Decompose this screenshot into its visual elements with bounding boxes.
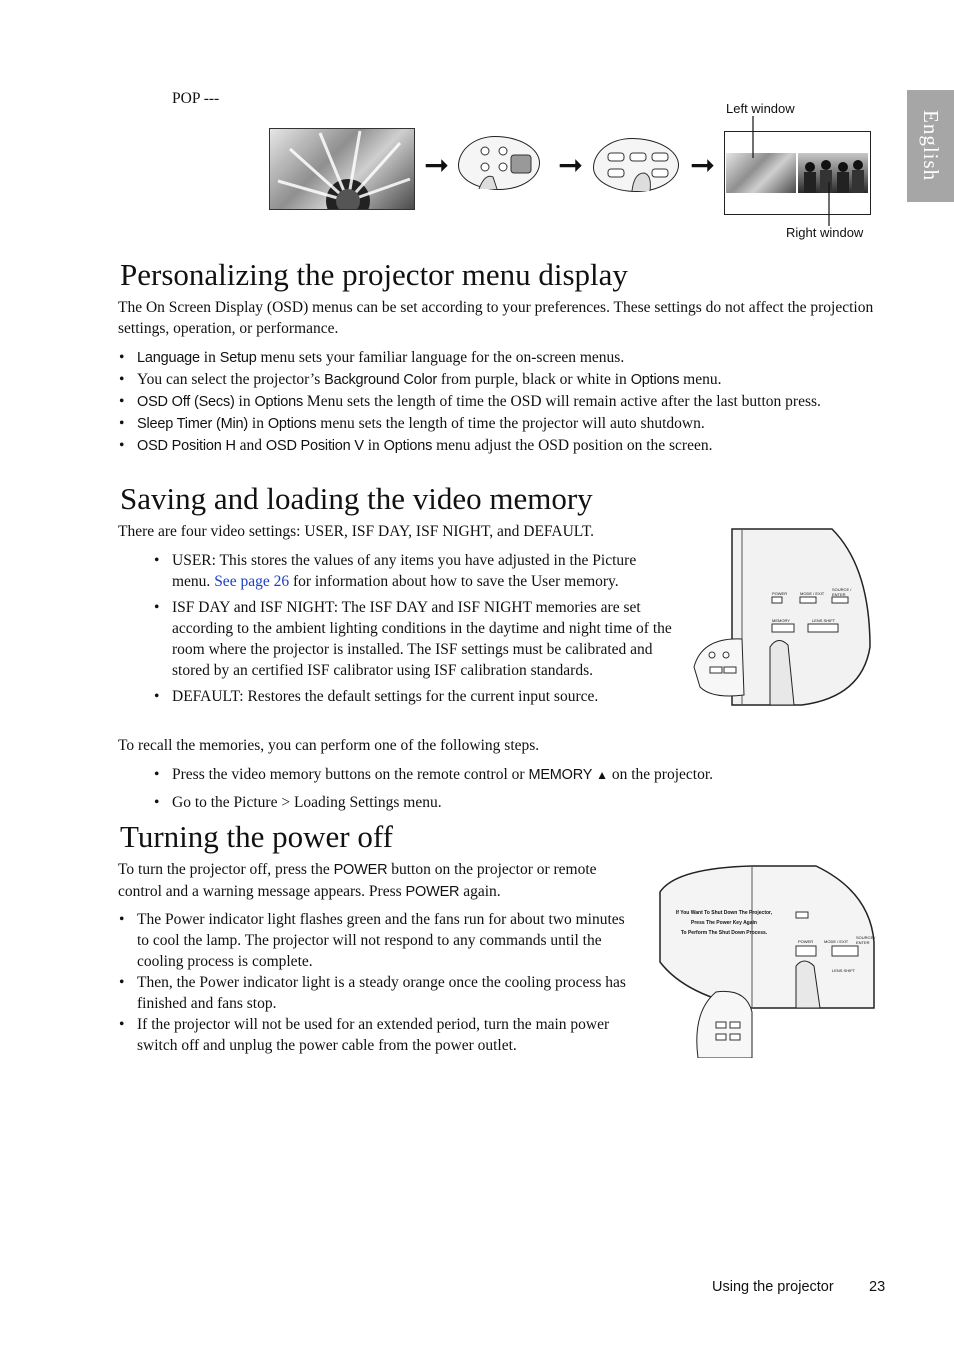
bullet-icon: • — [154, 794, 160, 811]
page-number: 23 — [869, 1279, 886, 1295]
mode-exit-label: MODE / EXIT — [800, 591, 825, 596]
section1-intro: The On Screen Display (OSD) menus can be set according to your preferences. These settings do not affect the projection settings, operation, or performance. — [118, 299, 874, 337]
menu-term: Options — [267, 416, 317, 432]
up-triangle-icon: ▲ — [596, 768, 608, 782]
menu-term: Language — [137, 350, 200, 366]
list-text: Then, the Power indicator light is a steady orange once the cooling process has finished and fans stop. — [137, 974, 626, 1012]
menu-term: Options — [630, 372, 680, 388]
section-title-personalizing: Personalizing the projector menu display — [120, 257, 628, 292]
bullet-icon: • — [119, 349, 125, 366]
language-tab — [907, 90, 954, 202]
bullet-icon: • — [154, 688, 160, 705]
projector-panel-illustration — [692, 527, 872, 707]
list-text: You can select the projector’s — [137, 371, 325, 388]
section2-intro: There are four video settings: USER, ISF DAY, ISF NIGHT, and DEFAULT. — [118, 523, 595, 540]
isf-text: ISF DAY and ISF NIGHT: The ISF DAY and ISF NIGHT memories are set according to the ambient lighting conditions in the daytime and night time of the room where the projector is installed. The ISF settings must be calibrated and stored by an certified ISF calibrator using ISF calibration standards. — [172, 599, 672, 679]
arrow-icon: ➞ — [558, 148, 584, 183]
power-off-notes-list — [119, 909, 627, 1056]
bullet-icon: • — [119, 1016, 125, 1033]
section-title-power-off: Turning the power off — [120, 819, 393, 854]
left-window-caption: Left window — [726, 101, 795, 116]
memory-term: MEMORY — [528, 767, 593, 783]
bullet-icon: • — [119, 393, 125, 410]
bullet-icon: • — [119, 911, 125, 928]
menu-term: Sleep Timer (Min) — [137, 416, 249, 432]
list-item — [119, 1014, 627, 1056]
bullet-icon: • — [119, 437, 125, 454]
warning-line: If You Want To Shut Down The Projector, — [675, 910, 773, 916]
intro-text-a: To turn the projector off, press the — [118, 861, 334, 878]
flower-image — [269, 128, 415, 210]
right-window-caption: Right window — [786, 225, 864, 240]
recall-step1-b: on the projector. — [608, 766, 714, 783]
projector-panel-icon — [692, 527, 872, 707]
list-item-user — [154, 550, 678, 592]
list-item — [119, 435, 882, 457]
list-text: in — [248, 415, 268, 432]
list-item-default — [154, 686, 732, 707]
recall-intro: To recall the memories, you can perform one of the following steps. — [118, 737, 540, 754]
osd-settings-list — [119, 347, 882, 457]
warning-line: To Perform The Shut Down Process. — [680, 930, 768, 936]
intro-text-b: button on the projector or remote control and a warning message appears. Press — [118, 861, 597, 900]
user-text-a: USER: This stores the values of any items you have adjusted in the Picture menu. — [172, 552, 637, 590]
list-text: If the projector will not be used for an extended period, turn the main power switch off and unplug the power cable from the power outlet. — [137, 1016, 610, 1054]
default-text: DEFAULT: Restores the default settings for the current input source. — [172, 688, 599, 705]
list-item — [119, 909, 627, 972]
list-item — [119, 369, 882, 391]
list-text: in — [363, 437, 384, 454]
bullet-icon: • — [119, 371, 125, 388]
footer-section: Using the projector — [712, 1279, 834, 1295]
power-label: POWER — [772, 591, 788, 596]
list-text: menu sets your familiar language for the on-screen menus. — [256, 349, 625, 366]
remote-control-illustration — [458, 136, 540, 190]
callout-lines — [740, 112, 840, 232]
lens-shift-label: LENS SHIFT — [832, 968, 856, 973]
menu-term: Background Color — [324, 372, 437, 388]
list-item — [119, 413, 882, 435]
source-enter-label: SOURCE / ENTER — [856, 935, 876, 945]
list-text: Menu sets the length of time the OSD will remain active after the last button press. — [303, 393, 821, 410]
remote-control-illustration — [593, 138, 679, 192]
flower-icon — [270, 129, 414, 209]
bullet-icon: • — [119, 415, 125, 432]
remote-buttons-icon — [459, 137, 539, 189]
projector-panel-icon — [656, 862, 876, 1058]
recall-step-menu — [154, 792, 872, 813]
bullet-icon: • — [154, 552, 160, 569]
list-text: menu adjust the OSD position on the screen. — [432, 437, 713, 454]
menu-term: Setup — [219, 350, 257, 366]
mode-exit-label: MODE / EXIT — [824, 939, 849, 944]
power-label: POWER — [798, 939, 814, 944]
language-tab-label: English — [919, 110, 943, 182]
list-text: and — [235, 437, 266, 454]
list-text: menu sets the length of time the projector will auto shutdown. — [316, 415, 705, 432]
power-off-illustration — [656, 862, 876, 1058]
menu-term: OSD Position H — [137, 438, 236, 454]
arrow-icon: ➞ — [690, 148, 716, 183]
section3-intro — [118, 859, 618, 903]
list-text: in — [199, 349, 220, 366]
list-text: menu. — [679, 371, 722, 388]
remote-buttons-icon — [594, 139, 678, 191]
list-item-isf — [154, 597, 678, 681]
bullet-icon: • — [154, 766, 160, 783]
pop-label: POP --- — [172, 90, 220, 107]
shutdown-warning-message — [664, 908, 784, 938]
intro-text-c: again. — [459, 883, 501, 900]
see-page-link[interactable]: See page 26 — [214, 573, 290, 590]
bullet-icon: • — [154, 599, 160, 616]
menu-term: Options — [383, 438, 433, 454]
list-text: in — [234, 393, 255, 410]
menu-term: OSD Position V — [265, 438, 364, 454]
lens-shift-label: LENS SHIFT — [812, 618, 836, 623]
bullet-icon: • — [119, 974, 125, 991]
power-term: POWER — [333, 862, 388, 878]
menu-term: Options — [254, 394, 304, 410]
memory-label: MEMORY — [772, 618, 790, 623]
section-title-video-memory: Saving and loading the video memory — [120, 481, 593, 516]
arrow-icon: ➞ — [424, 148, 450, 183]
list-item — [119, 391, 882, 413]
recall-step1-a: Press the video memory buttons on the remote control or — [172, 766, 529, 783]
video-settings-list — [154, 550, 678, 707]
power-term: POWER — [405, 884, 460, 900]
list-item — [119, 347, 882, 369]
list-text: The Power indicator light flashes green and the fans run for about two minutes to cool the lamp. The projector will not respond to any commands until the cooling process is complete. — [137, 911, 625, 970]
recall-step-remote — [154, 764, 872, 786]
warning-line: Press The Power Key Again — [691, 920, 757, 926]
list-item — [119, 972, 627, 1014]
recall-step2: Go to the Picture > Loading Settings menu. — [172, 794, 442, 811]
list-text: from purple, black or white in — [436, 371, 631, 388]
source-enter-label: SOURCE / ENTER — [832, 587, 852, 597]
user-text-b: for information about how to save the User memory. — [289, 573, 619, 590]
menu-term: OSD Off (Secs) — [137, 394, 235, 410]
recall-steps-list — [154, 764, 872, 813]
